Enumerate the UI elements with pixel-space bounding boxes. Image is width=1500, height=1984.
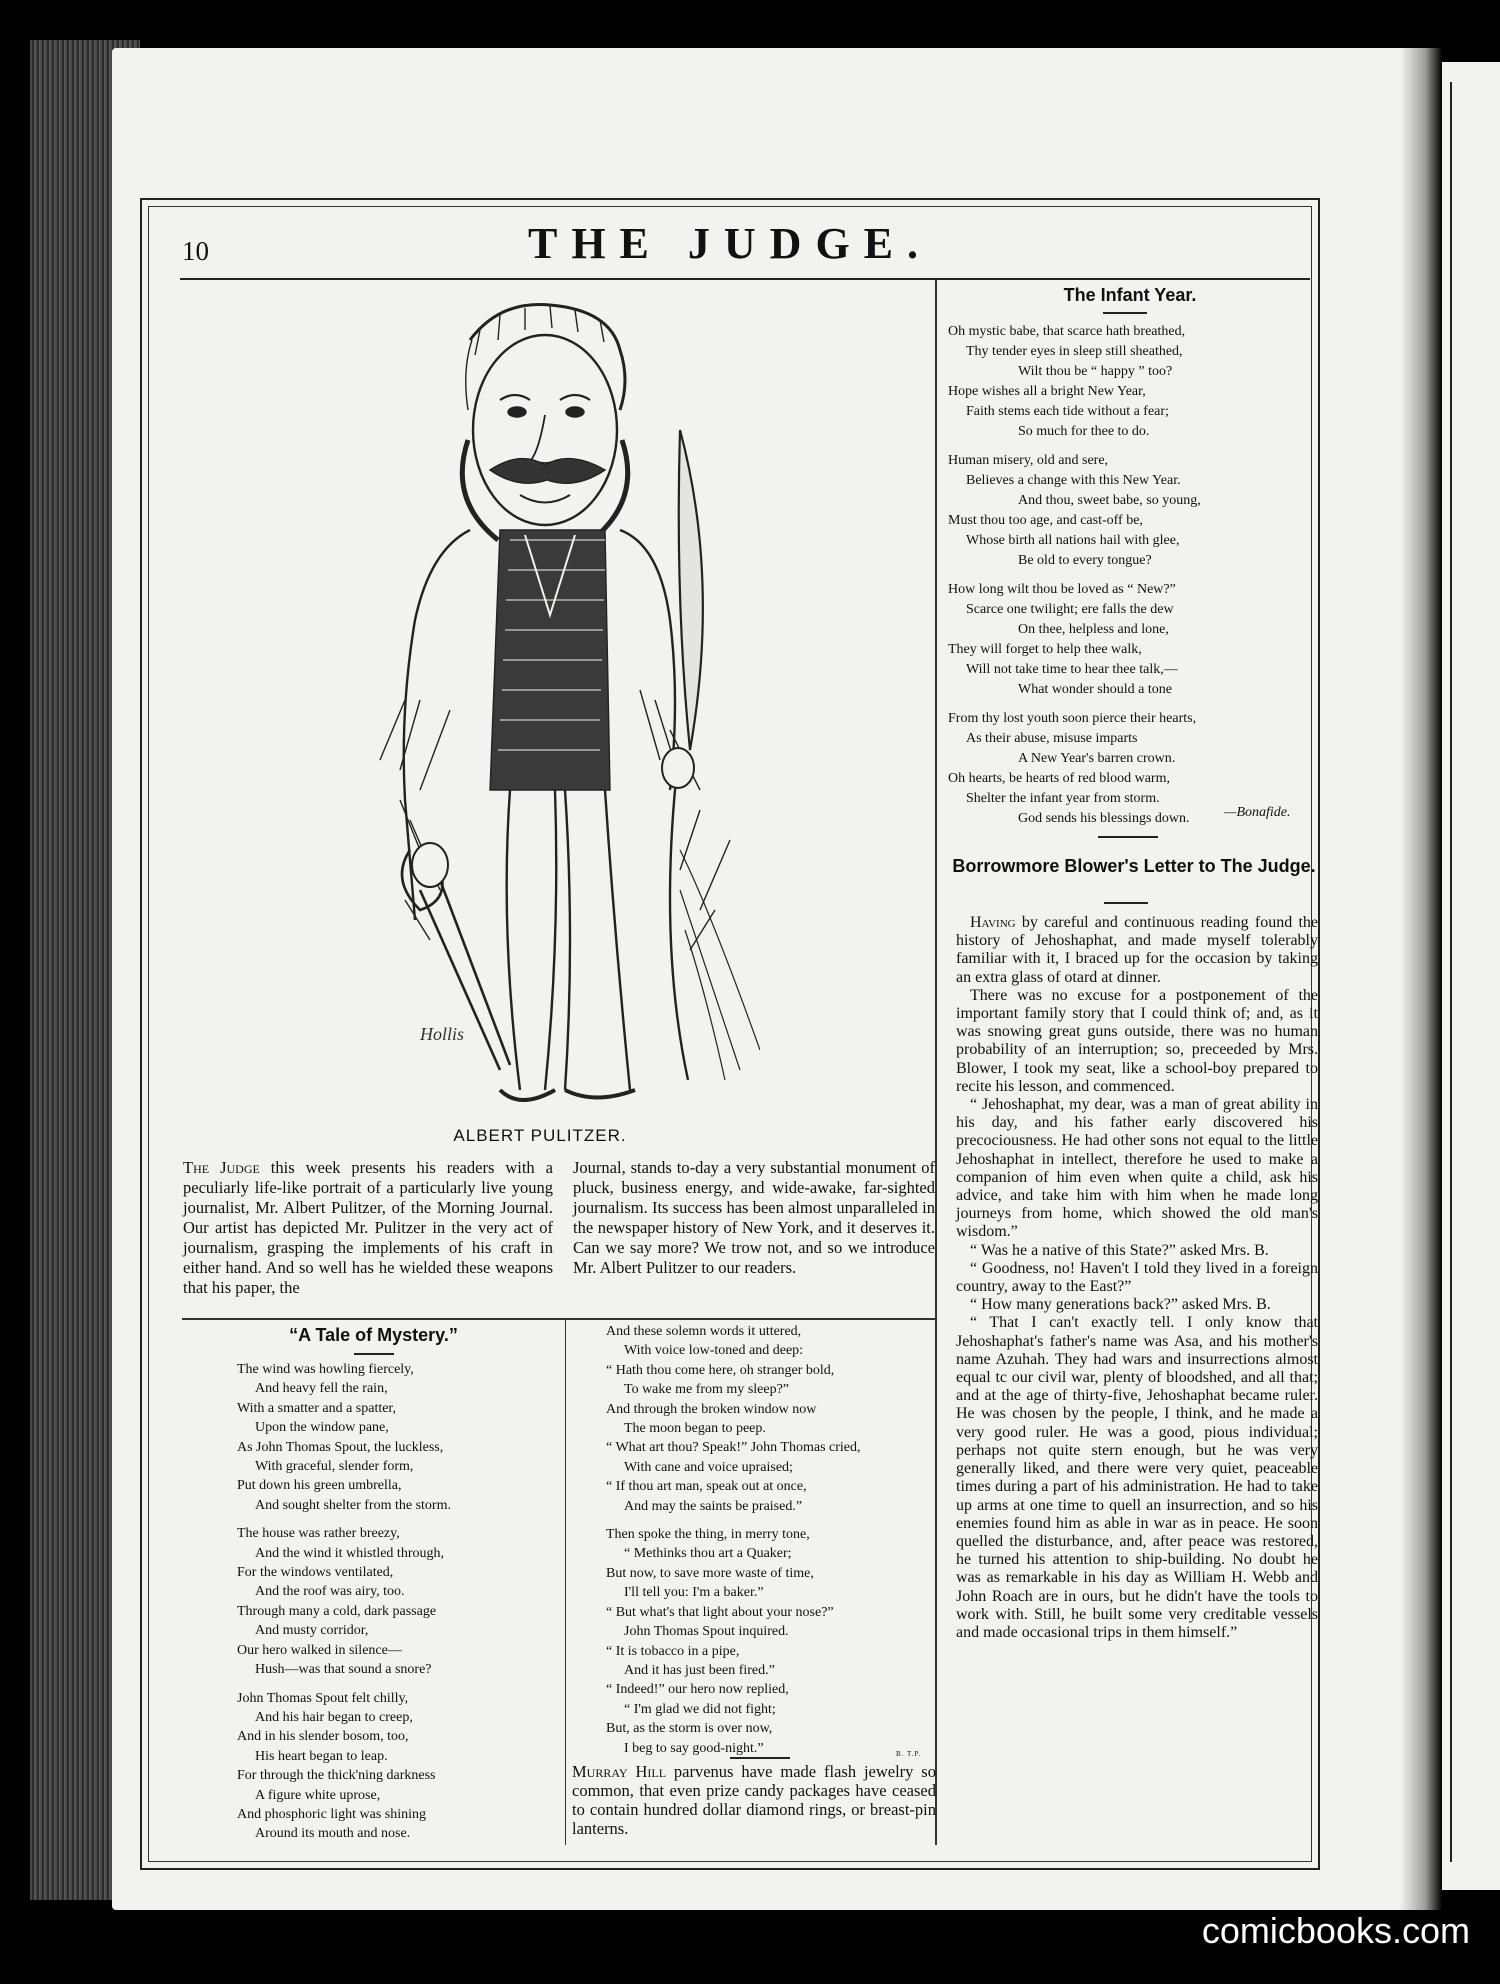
poem-line: Hope wishes all a bright New Year, <box>948 384 1146 399</box>
facing-page <box>1442 62 1500 1890</box>
borrowmore-paragraph: “ That I can't exactly tell. I only know that Jehoshaphat's father's name was Asa, and his mother's name Azuhah. They had wars and insurrections almost equal tc our civil war, plenty of bloodshed, and all that; and at the age of thirty-five, Jehoshaphat became ruler. He was chosen by the people, I think, and he made a very good ruler. He was a good, pious individual; perhaps not quite stern enough, but he was very generally liked, and there were very quiet, peaceable times during a part of his administration. He had to take up arms at one time to quell an insurrection, and so his enemies found him as able in war as in peace. He soon quelled the disturbance, and, after peace was restored, he turned his attention to ship-building. No doubt he was as remarkable in his day as William H. Webb and John Roach are in ours, but he didn't have the tools to work with. Still, he built some very creditable vessels and made occasional trips in them himself.” <box>956 1314 1318 1641</box>
poem-line: “ Methinks thou art a Quaker; <box>624 1546 792 1562</box>
borrowmore-paragraph: “ Jehoshaphat, my dear, was a man of great ability in his day, and his father early discovered his precociousness. He had other sons not equal to the little Jehoshaphat in intellect, therefore he used to make a companion of him even when quite a child, ask his advice, and take him with him when he made long journeys from home, which showed the old man's wisdom.” <box>956 1096 1318 1241</box>
poem-line: Human misery, old and sere, <box>948 453 1109 468</box>
poem-line: Wilt thou be “ happy ” too? <box>1018 364 1173 379</box>
poem-line: And heavy fell the rain, <box>255 1381 388 1397</box>
borrowmore-paragraph: “ Goodness, no! Haven't I told they lived in a foreign country, away to the East?” <box>956 1259 1318 1296</box>
infant-year-poem <box>948 322 1318 838</box>
poem-line: God sends his blessings down. <box>1018 811 1190 826</box>
poem-line: And sought shelter from the storm. <box>255 1497 451 1513</box>
poem-line: Our hero walked in silence— <box>237 1642 402 1658</box>
poem-line: And may the saints be praised.” <box>624 1498 803 1514</box>
poem-line: Must thou too age, and cast-off be, <box>948 513 1143 528</box>
intro-text-col-1: this week presents his readers with a peculiarly life-like portrait of a particularly live young journalist, Mr. Albert Pulitzer, of the Morning Journal. Our artist has depicted Mr. Pulitzer in the very act of journalism, grasping the implements of his craft in either hand. And so well has he wielded these weapons that his paper, the <box>183 1158 553 1297</box>
portrait-caption: ALBERT PULITZER. <box>453 1126 627 1145</box>
borrowmore-paragraph: by careful and continuous reading found the history of Jehoshaphat, and made myself tolerably familiar with it, I braced up for the occasion by taking an extra glass of otard at dinner. <box>956 914 1318 986</box>
poem-line: Oh mystic babe, that scarce hath breathed, <box>948 324 1186 339</box>
poem-line: Put down his green umbrella, <box>237 1478 402 1494</box>
poem-stanza <box>237 1524 557 1679</box>
poem-line: And through the broken window now <box>606 1401 817 1417</box>
poem-line: With a smatter and a spatter, <box>237 1400 397 1416</box>
borrowmore-lead: Having <box>970 914 1016 931</box>
poem-stanza <box>237 1689 557 1844</box>
tale-poem-col-1 <box>237 1360 557 1853</box>
borrowmore-letter <box>956 914 1318 1642</box>
masthead: THE JUDGE. <box>527 219 933 268</box>
poem-line: Through many a cold, dark passage <box>237 1603 437 1619</box>
title-rule <box>354 1353 394 1355</box>
poem-stanza <box>237 1360 557 1515</box>
section-rule <box>182 1318 935 1320</box>
poem-line: With cane and voice upraised; <box>624 1459 793 1475</box>
borrowmore-title: Borrowmore Blower's Letter to The Judge. <box>952 856 1316 876</box>
poem-line: Whose birth all nations hail with glee, <box>966 533 1180 548</box>
poem-line: “ Hath thou come here, oh stranger bold, <box>606 1362 835 1378</box>
poem-line: The house was rather breezy, <box>237 1526 400 1542</box>
intro-lead: The Judge <box>183 1158 260 1177</box>
poem-stanza <box>948 580 1318 700</box>
murray-hill-paragraph <box>572 1762 936 1838</box>
poem-line: As their abuse, misuse imparts <box>966 731 1138 746</box>
borrowmore-paragraph: “ Was he a native of this State?” asked Mrs. B. <box>970 1241 1269 1259</box>
poem-line: Then spoke the thing, in merry tone, <box>606 1527 810 1543</box>
header-rule <box>180 278 1310 280</box>
poem-line: I beg to say good-night.” <box>624 1740 764 1756</box>
poem-line: From thy lost youth soon pierce their hearts, <box>948 711 1197 726</box>
poem-line: “ It is tobacco in a pipe, <box>606 1643 740 1659</box>
poem-line: And musty corridor, <box>255 1623 369 1639</box>
poem-line: For through the thick'ning darkness <box>237 1768 436 1784</box>
poem-line: Faith stems each tide without a fear; <box>966 404 1169 419</box>
poem-line: But now, to save more waste of time, <box>606 1565 814 1581</box>
poem-line: They will forget to help thee walk, <box>948 642 1142 657</box>
poem-line: And it has just been fired.” <box>624 1662 775 1678</box>
poem-line: On thee, helpless and lone, <box>1018 622 1169 637</box>
poem-line: “ But what's that light about your nose?” <box>606 1604 834 1620</box>
intro-article-col-1 <box>183 1158 553 1298</box>
poem-line: And his hair began to creep, <box>255 1709 413 1725</box>
albert-pulitzer-caricature <box>360 290 760 1120</box>
poem-line: But, as the storm is over now, <box>606 1721 773 1737</box>
poem-stanza <box>948 451 1318 571</box>
murray-hill-lead: Murray Hill <box>572 1762 667 1781</box>
poem-line: Thy tender eyes in sleep still sheathed, <box>966 344 1183 359</box>
poem-line: “ What art thou? Speak!” John Thomas cried, <box>606 1440 861 1456</box>
poem-line: Hush—was that sound a snore? <box>255 1662 432 1678</box>
poem-line: With graceful, slender form, <box>255 1459 414 1475</box>
intro-article-col-2 <box>573 1158 935 1278</box>
column-rule <box>565 1320 566 1845</box>
borrowmore-paragraph: “ How many generations back?” asked Mrs. B. <box>970 1296 1271 1314</box>
infant-year-signature: —Bonafide. <box>1224 805 1291 820</box>
poem-line: And phosphoric light was shining <box>237 1806 426 1822</box>
artist-signature: Hollis <box>420 1024 465 1044</box>
poem-line: So much for thee to do. <box>1018 424 1150 439</box>
section-divider <box>1098 836 1158 838</box>
poem-line: Around its mouth and nose. <box>255 1826 411 1842</box>
title-rule <box>1103 312 1147 314</box>
poem-line: And the roof was airy, too. <box>255 1584 405 1600</box>
infant-year-title: The Infant Year. <box>1063 285 1197 305</box>
section-divider <box>730 1757 790 1759</box>
poem-line: John Thomas Spout inquired. <box>624 1624 789 1640</box>
poem-line: A figure white uprose, <box>255 1787 381 1803</box>
poem-line: I'll tell you: I'm a baker.” <box>624 1585 764 1601</box>
poem-line: “ If thou art man, speak out at once, <box>606 1479 807 1495</box>
tale-title: “A Tale of Mystery.” <box>289 1325 458 1345</box>
poem-line: To wake me from my sleep?” <box>624 1382 790 1398</box>
murray-hill-text: parvenus have made flash jewelry so common, that even prize candy packages have ceased to contain hundred dollar diamond rings, or breast-pin lanterns. <box>572 1762 936 1838</box>
poem-line: Scarce one twilight; ere falls the dew <box>966 602 1174 617</box>
poem-line: What wonder should a tone <box>1018 682 1172 697</box>
poem-line: Upon the window pane, <box>255 1420 389 1436</box>
intro-text-col-2: Journal, stands to-day a very substantial monument of pluck, business energy, and wide-awake, far-sighted journalism. Its success has been almost unparalleled in the newspaper history of New York, and it deserves it. Can we say more? We trow not, and so we introduce Mr. Albert Pulitzer to our readers. <box>573 1158 935 1277</box>
poem-line: The wind was howling fiercely, <box>237 1362 414 1377</box>
poem-line: Be old to every tongue? <box>1018 553 1152 568</box>
poem-line: A New Year's barren crown. <box>1018 751 1176 766</box>
poem-line: And the wind it whistled through, <box>255 1545 444 1561</box>
poem-line: As John Thomas Spout, the luckless, <box>237 1439 444 1455</box>
tale-signature: B. T.P. <box>896 1750 922 1758</box>
poem-line: The moon began to peep. <box>624 1421 766 1437</box>
poem-stanza <box>606 1322 936 1516</box>
poem-line: And in his slender bosom, too, <box>237 1729 409 1745</box>
poem-stanza <box>948 322 1318 442</box>
poem-line: Shelter the infant year from storm. <box>966 791 1160 806</box>
gutter-shadow <box>1400 48 1442 1910</box>
poem-line: “ Indeed!” our hero now replied, <box>606 1682 789 1698</box>
watermark: comicbooks.com <box>1201 1910 1470 1951</box>
tale-poem-col-2 <box>606 1322 936 1767</box>
poem-stanza <box>606 1525 936 1758</box>
poem-line: Will not take time to hear thee talk,— <box>966 662 1178 677</box>
poem-line: Believes a change with this New Year. <box>966 473 1181 488</box>
poem-line: “ I'm glad we did not fight; <box>624 1701 776 1717</box>
poem-line: John Thomas Spout felt chilly, <box>237 1690 409 1706</box>
poem-line: His heart began to leap. <box>255 1748 388 1764</box>
title-rule <box>1104 902 1148 904</box>
poem-line: And these solemn words it uttered, <box>606 1324 802 1339</box>
poem-line: Oh hearts, be hearts of red blood warm, <box>948 771 1170 786</box>
page-number: 10 <box>182 236 209 266</box>
poem-line: For the windows ventilated, <box>237 1565 394 1581</box>
poem-line: With voice low-toned and deep: <box>624 1343 804 1359</box>
poem-line: And thou, sweet babe, so young, <box>1018 493 1201 508</box>
borrowmore-paragraph: There was no excuse for a postponement of the important family story that I could think of; and, as it was snowing great guns outside, there was no human probability of an interruption; so, preceeded by Mrs. Blower, I took my seat, like a school-boy prepared to recite his lesson, and commenced. <box>956 986 1318 1095</box>
poem-line: How long wilt thou be loved as “ New?” <box>948 582 1176 597</box>
